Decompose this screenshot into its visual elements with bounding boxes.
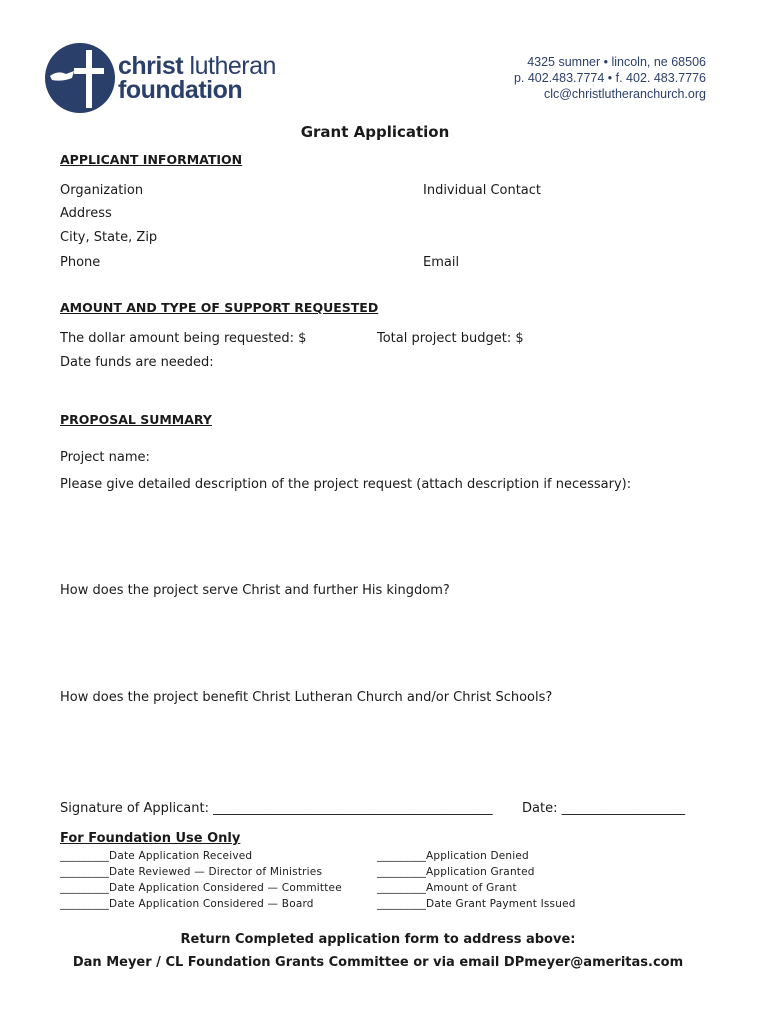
phone-label[interactable]: Phone <box>60 255 101 270</box>
project-name-label[interactable]: Project name: <box>60 450 150 465</box>
applicant-heading: APPLICANT INFORMATION <box>60 152 243 167</box>
foundation-use-left-item: _________Date Application Considered — Committee <box>60 882 342 894</box>
foundation-use-right-item: _________Amount of Grant <box>377 882 517 894</box>
logo-word-foundation: foundation <box>118 76 243 104</box>
dollar-amount-label[interactable]: The dollar amount being requested: $ <box>60 331 307 346</box>
foundation-logo <box>44 42 294 116</box>
foundation-use-heading: For Foundation Use Only <box>60 831 241 846</box>
return-instructions: Return Completed application form to address above: <box>180 932 576 947</box>
contact-address-block <box>514 54 706 102</box>
signature-date-line[interactable]: Date: ___________________ <box>522 801 686 816</box>
cross-logo-icon <box>44 42 116 114</box>
date-needed-label[interactable]: Date funds are needed: <box>60 355 214 370</box>
email-label[interactable]: Email <box>423 255 460 270</box>
logo-word-lutheran: lutheran <box>189 52 276 80</box>
logo-wordmark <box>118 54 276 102</box>
return-contact: Dan Meyer / CL Foundation Grants Committee or via email DPmeyer@ameritas.com <box>72 955 684 970</box>
city-state-zip-label[interactable]: City, State, Zip <box>60 230 158 245</box>
page-title: Grant Application <box>300 123 450 141</box>
foundation-use-right-item: _________Application Granted <box>377 866 535 878</box>
foundation-use-left-item: _________Date Application Considered — Board <box>60 898 314 910</box>
support-heading: AMOUNT AND TYPE OF SUPPORT REQUESTED <box>60 300 379 315</box>
foundation-use-left-item: _________Date Application Received <box>60 850 253 862</box>
logo-word-christ: christ <box>118 52 184 80</box>
address-label[interactable]: Address <box>60 206 112 221</box>
address-line-1: 4325 sumner • lincoln, ne 68506 <box>527 55 706 69</box>
individual-contact-label[interactable]: Individual Contact <box>423 183 542 198</box>
proposal-heading: PROPOSAL SUMMARY <box>60 412 212 427</box>
organization-label[interactable]: Organization <box>60 183 144 198</box>
foundation-use-left-item: _________Date Reviewed — Director of Ministries <box>60 866 323 878</box>
signature-line[interactable]: Signature of Applicant: ___________________________________________ <box>60 801 493 816</box>
benefit-question[interactable]: How does the project benefit Christ Lutheran Church and/or Christ Schools? <box>60 690 553 705</box>
total-budget-label[interactable]: Total project budget: $ <box>377 331 524 346</box>
address-line-3: clc@christlutheranchurch.org <box>543 87 706 101</box>
foundation-use-right-item: _________Date Grant Payment Issued <box>377 898 576 910</box>
serve-christ-question[interactable]: How does the project serve Christ and further His kingdom? <box>60 583 450 598</box>
address-line-2: p. 402.483.7774 • f. 402. 483.7776 <box>513 71 706 85</box>
foundation-use-right-item: _________Application Denied <box>377 850 529 862</box>
project-description-label[interactable]: Please give detailed description of the project request (attach description if necessary): <box>60 477 632 492</box>
